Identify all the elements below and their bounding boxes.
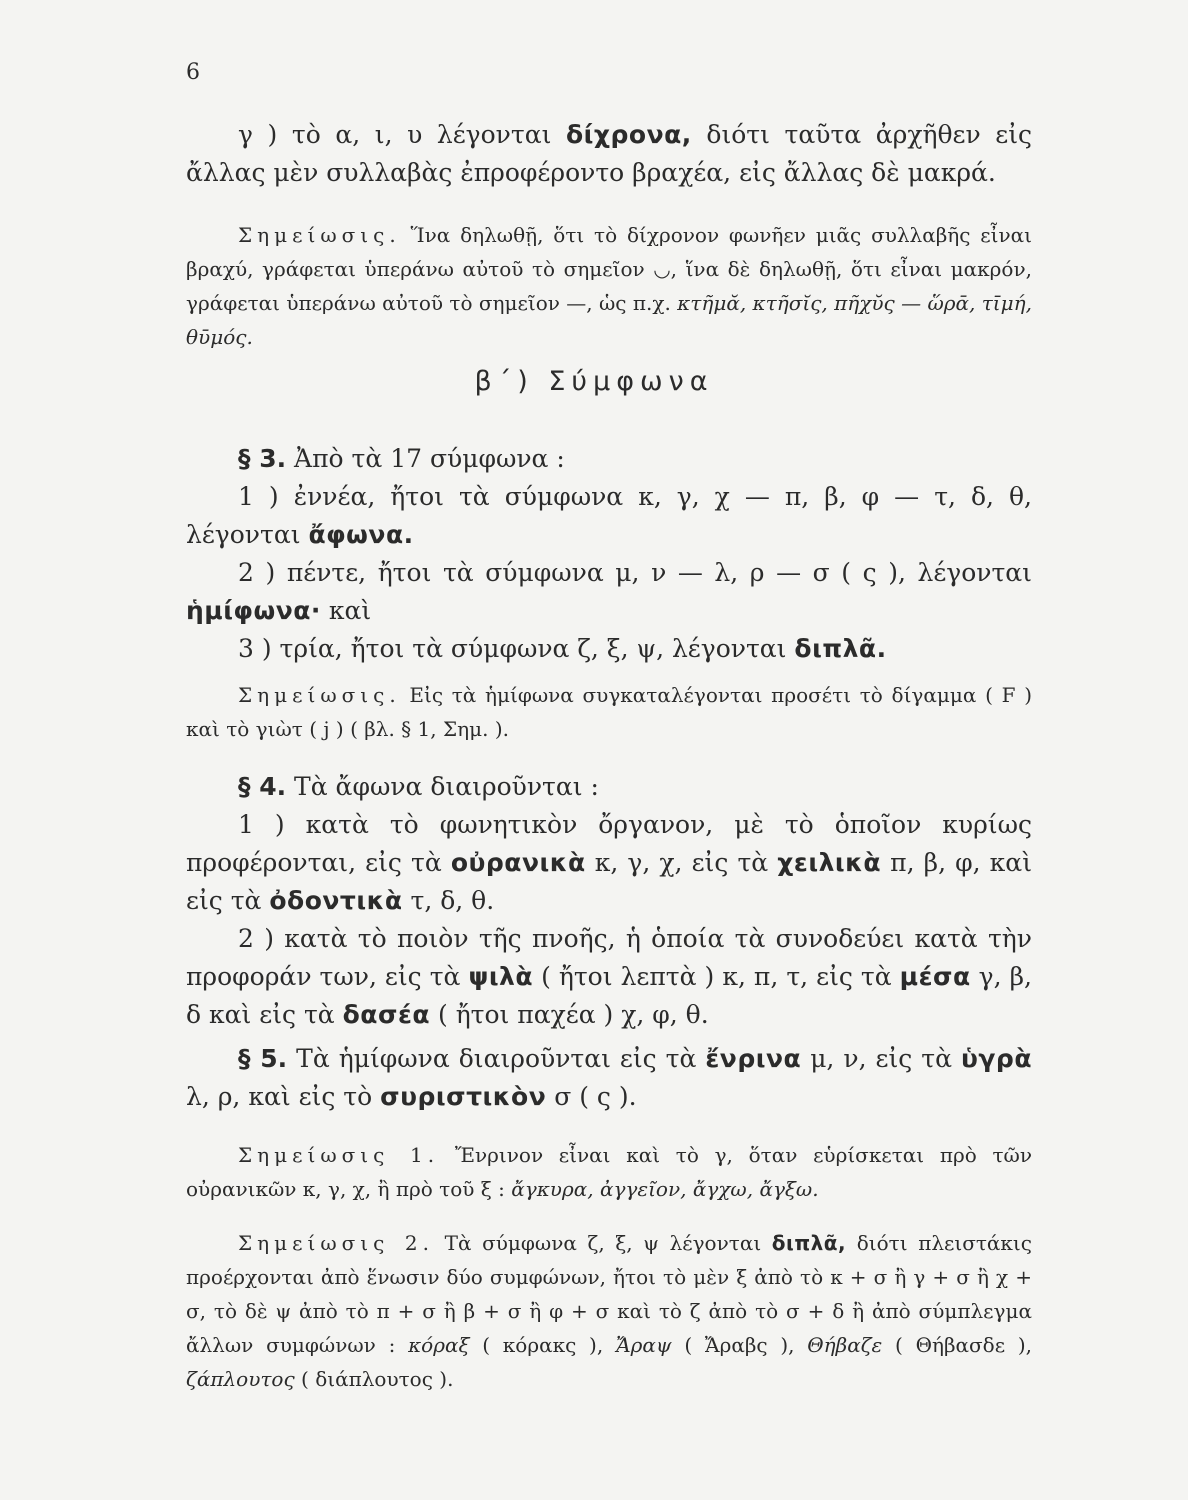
section-4: § 4. Τὰ ἄφωνα διαιροῦνται : 1 ) κατὰ τὸ φωνητικὸν ὄργανον, μὲ τὸ ὁποῖον κυρίως προφέρονται, εἰς τὰ οὐρανικὰ κ, γ, χ, εἰς τὰ χειλικὰ π, β, φ, καὶ εἰς τὰ ὀδοντικὰ τ, δ, θ. 2 ) κατὰ τὸ ποιὸν τῆς πνοῆς, ἡ ὁποία τὰ συνοδεύει κατὰ τὴν προφοράν των, εἰς τὰ ψιλὰ ( ἤτοι λεπτὰ ) κ, π, τ, εἰς τὰ μέσα γ, β, δ καὶ εἰς τὰ δασέα ( ἤτοι παχέα ) χ, φ, θ. [186, 772, 1032, 1029]
section-heading-consonants: β΄) Σύμφωνα [474, 366, 714, 397]
section-3: § 3. Ἀπὸ τὰ 17 σύμφωνα : 1 ) ἐννέα, ἤτοι τὰ σύμφωνα κ, γ, χ — π, β, φ — τ, δ, θ, λέγονται ἄφωνα. 2 ) πέντε, ἤτοι τὰ σύμφωνα μ, ν — λ, ρ — σ ( ς ), λέγονται ἡμίφωνα· καὶ 3 ) τρία, ἤτοι τὰ σύμφωνα ζ, ξ, ψ, λέγονται διπλᾶ. [186, 444, 1032, 663]
section-5: § 5. Τὰ ἡμίφωνα διαιροῦνται εἰς τὰ ἔνρινα μ, ν, εἰς τὰ ὑγρὰ λ, ρ, καὶ εἰς τὸ συριστικὸν σ ( ς ). [186, 1044, 1032, 1111]
note-nasal-gamma: Σημείωσις 1. Ἔνρινον εἶναι καὶ τὸ γ, ὅταν εὑρίσκεται πρὸ τῶν οὐρανικῶν κ, γ, χ, ἢ πρὸ τοῦ ξ : ἄγκυρα, ἀγγεῖον, ἄγχω, ἄγξω. [186, 1143, 1032, 1201]
note-double-consonants: Σημείωσις 2. Τὰ σύμφωνα ζ, ξ, ψ λέγονται διπλᾶ, διότι πλειστάκις προέρχονται ἀπὸ ἕνωσιν δύο συμφώνων, ἤτοι τὸ μὲν ξ ἀπὸ τὸ κ + σ ἢ γ + σ ἢ χ + σ, τὸ δὲ ψ ἀπὸ τὸ π + σ ἢ β + σ ἢ φ + σ καὶ τὸ ζ ἀπὸ τὸ σ + δ ἢ ἀπὸ σύμπλεγμα ἄλλων συμφώνων : κόραξ ( κόρακς ), Ἄραψ ( Ἄραβς ), Θήβαζε ( Θήβασδε ), ζάπλουτος ( διάπλουτος ). [186, 1231, 1032, 1391]
note-vowel-length: Σημείωσις. Ἵνα δηλωθῇ, ὅτι τὸ δίχρονον φωνῆεν μιᾶς συλλαβῆς εἶναι βραχύ, γράφεται ὑπεράνω αὐτοῦ τὸ σημεῖον ◡, ἵνα δὲ δηλωθῇ, ὅτι εἶναι μακρόν, γράφεται ὑπεράνω αὐτοῦ τὸ σημεῖον —, ὡς π.χ. κτῆμᾰ, κτῆσῐς, πῆχῠς — ὥρᾱ, τῑμή, θῡμός. [186, 223, 1032, 349]
term-dichrona: δίχρονα, [565, 120, 692, 149]
note-semivowels: Σημείωσις. Εἰς τὰ ἡμίφωνα συγκαταλέγονται προσέτι τὸ δίγαμμα ( F ) καὶ τὸ γιὼτ ( j ) ( βλ. § 1, Σημ. ). [186, 683, 1032, 741]
paragraph-dichrona: γ ) τὸ α, ι, υ λέγονται δίχρονα, διότι ταῦτα ἀρχῆθεν εἰς ἄλλας μὲν συλλαβὰς ἐπροφέροντο βραχέα, εἰς ἄλλας δὲ μακρά. [186, 120, 1032, 187]
page-number: 6 [186, 60, 200, 85]
